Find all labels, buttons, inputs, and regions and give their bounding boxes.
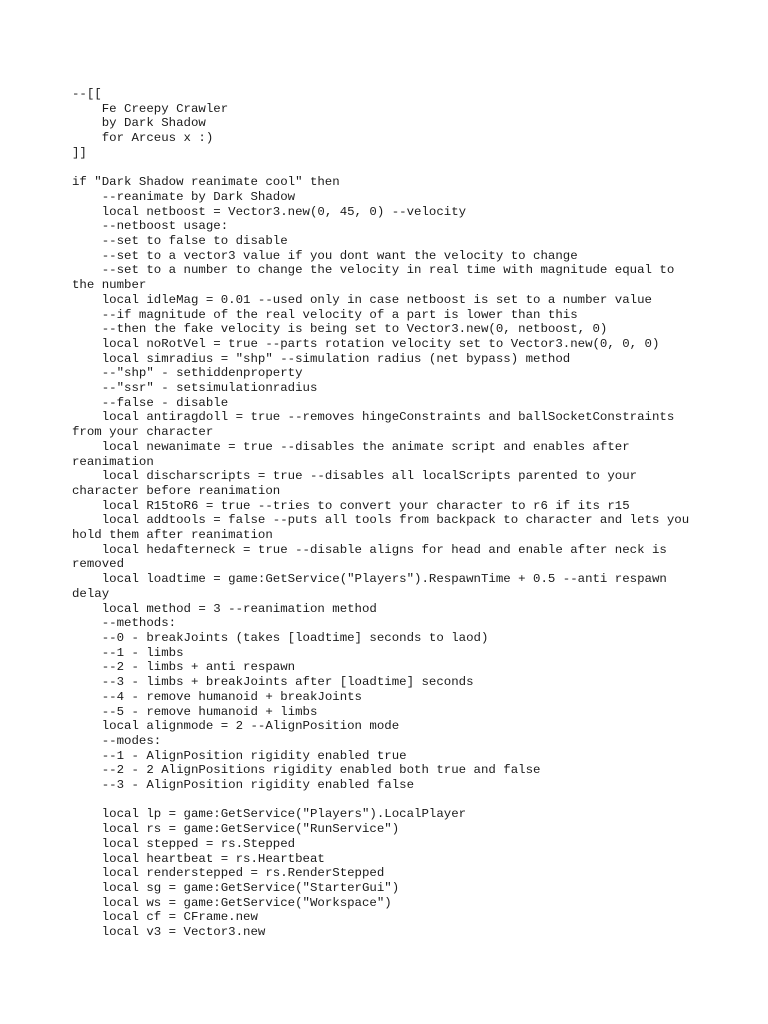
code-line: --3 - limbs + breakJoints after [loadtime] seconds: [72, 675, 474, 690]
code-line: --1 - limbs: [72, 645, 184, 660]
code-line: local newanimate = true --disables the animate script and enables after reanimation: [72, 439, 638, 469]
code-line: if "Dark Shadow reanimate cool" then: [72, 175, 340, 190]
code-line: [72, 161, 702, 176]
code-line: local rs = game:GetService("RunService"): [72, 822, 400, 837]
code-line: --3 - AlignPosition rigidity enabled false: [72, 778, 415, 793]
code-line: --"ssr" - setsimulationradius: [72, 381, 318, 396]
code-line: local discharscripts = true --disables all localScripts parented to your character before reanimation: [72, 469, 645, 498]
code-line: --4 - remove humanoid + breakJoints: [72, 689, 362, 704]
code-line: --5 - remove humanoid + limbs: [72, 704, 318, 719]
code-line: --2 - limbs + anti respawn: [72, 660, 296, 675]
code-line: local ws = game:GetService("Workspace"): [72, 895, 392, 910]
code-line: --2 - 2 AlignPositions rigidity enabled both true and false: [72, 763, 541, 778]
code-line: --false - disable: [72, 395, 229, 410]
code-line: local antiragdoll = true --removes hingeConstraints and ballSocketConstraints from your character: [72, 410, 682, 440]
code-line: --then the fake velocity is being set to Vector3.new(0, netboost, 0): [72, 322, 608, 337]
code-line: local addtools = false --puts all tools from backpack to character and lets you hold them after reanimation: [72, 513, 697, 543]
code-line: for Arceus x :): [72, 131, 214, 146]
code-line: --if magnitude of the real velocity of a part is lower than this: [72, 307, 578, 322]
code-line: local method = 3 --reanimation method: [72, 601, 377, 616]
code-line: local stepped = rs.Stepped: [72, 836, 296, 851]
code-line: local cf = CFrame.new: [72, 910, 258, 925]
code-line: local v3 = Vector3.new: [72, 925, 266, 940]
code-line: --"shp" - sethiddenproperty: [72, 366, 303, 381]
code-line: by Dark Shadow: [72, 116, 206, 131]
code-line: Fe Creepy Crawler: [72, 101, 229, 116]
code-line: --netboost usage:: [72, 219, 229, 234]
code-line: [72, 793, 702, 808]
code-line: local hedafterneck = true --disable aligns for head and enable after neck is removed: [72, 542, 675, 572]
code-line: --reanimate by Dark Shadow: [72, 189, 296, 204]
code-line: local loadtime = game:GetService("Players").RespawnTime + 0.5 --anti respawn delay: [72, 572, 675, 601]
code-block: [72, 87, 702, 940]
code-line: --1 - AlignPosition rigidity enabled true: [72, 748, 407, 763]
code-line: --0 - breakJoints (takes [loadtime] seconds to laod): [72, 631, 489, 645]
code-line: local idleMag = 0.01 --used only in case netboost is set to a number value: [72, 292, 652, 307]
code-line: --modes:: [72, 733, 162, 748]
code-line: local sg = game:GetService("StarterGui"): [72, 880, 400, 895]
code-line: --[[: [72, 87, 102, 101]
code-line: --set to false to disable: [72, 234, 288, 249]
code-line: ]]: [72, 145, 87, 160]
code-line: local netboost = Vector3.new(0, 45, 0) --velocity: [72, 204, 467, 219]
code-line: --set to a number to change the velocity in real time with magnitude equal to the number: [72, 263, 682, 293]
code-line: local renderstepped = rs.RenderStepped: [72, 866, 385, 881]
code-line: local simradius = "shp" --simulation radius (net bypass) method: [72, 351, 571, 366]
code-line: --set to a vector3 value if you dont want the velocity to change: [72, 248, 578, 263]
code-line: local noRotVel = true --parts rotation velocity set to Vector3.new(0, 0, 0): [72, 336, 660, 351]
code-line: local lp = game:GetService("Players").LocalPlayer: [72, 807, 467, 822]
code-line: --methods:: [72, 616, 177, 631]
code-line: local heartbeat = rs.Heartbeat: [72, 851, 325, 866]
code-line: local R15toR6 = true --tries to convert your character to r6 if its r15: [72, 498, 630, 513]
code-line: local alignmode = 2 --AlignPosition mode: [72, 719, 400, 734]
